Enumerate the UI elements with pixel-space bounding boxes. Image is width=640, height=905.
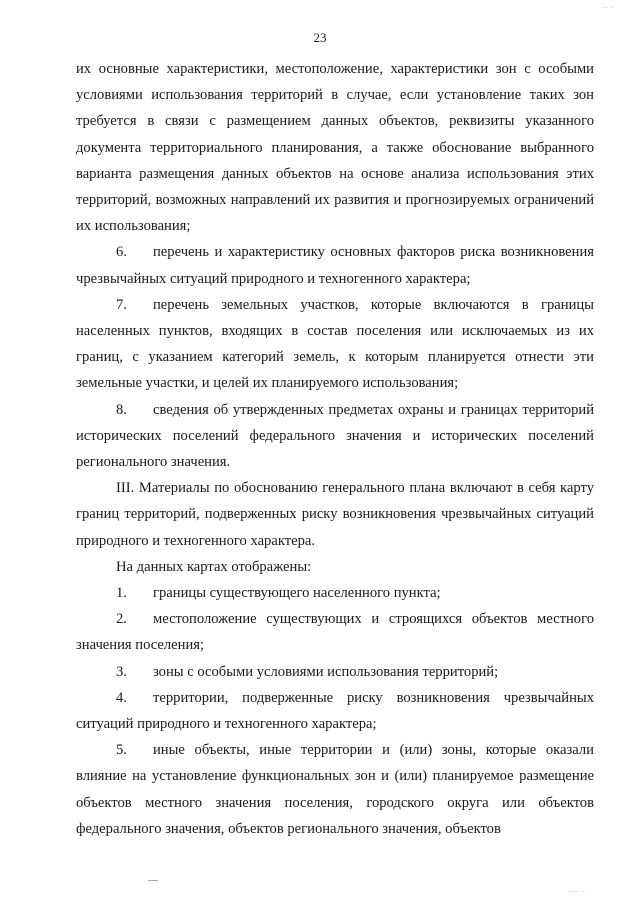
map-item-3	[76, 659, 594, 685]
list-number: 7.	[116, 296, 127, 313]
scan-mark-top: ·· ·	[602, 4, 615, 12]
list-number: 8.	[116, 401, 127, 418]
list-number: 1.	[116, 585, 127, 602]
list-item-text: перечень земельных участков, которые включаются в границы населенных пунктов, входящих в состав поселения или исключаемых из их границ, с указанием категорий земель, к которым планируется отнести эти земельные участки, и целей их планируемого использования;	[76, 296, 594, 392]
list-item-text: границы существующего населенного пункта;	[153, 585, 441, 602]
map-item-2	[76, 606, 594, 658]
list-number: 5.	[116, 742, 127, 759]
list-item-text: иные объекты, иные территории и (или) зоны, которые оказали влияние на установление функциональных зон и (или) планируемое размещение объектов местного значения поселения, городского округа или объектов федерального значения, объектов регионального значения, объектов	[76, 742, 594, 837]
list-number: 3.	[116, 663, 127, 680]
map-item-5	[76, 737, 594, 842]
list-item-text: территории, подверженные риску возникновения чрезвычайных ситуаций природного и техногенного характера;	[76, 689, 594, 733]
list-item-text: сведения об утвержденных предметах охраны и границах территорий исторических поселений федерального значения и исторических поселений регионального значения.	[76, 401, 594, 471]
list-item-6	[76, 239, 594, 291]
document-body	[76, 56, 594, 842]
list-item-7	[76, 292, 594, 397]
scan-mark-bottom-right: ··· ·	[570, 888, 587, 896]
map-item-1	[76, 580, 594, 606]
maps-intro: На данных картах отображены:	[116, 558, 312, 575]
list-number: 4.	[116, 689, 127, 706]
list-number: 2.	[116, 611, 127, 628]
list-number: 6.	[116, 244, 127, 261]
section-iii-paragraph: III. Материалы по обоснованию генерального плана включают в себя карту границ территорий, подверженных риску возникновения чрезвычайных ситуаций природного и техногенного характера.	[76, 480, 594, 549]
paragraph-continuation: их основные характеристики, местоположение, характеристики зон с особыми условиями использования территорий в случае, если установление таких зон требуется в связи с размещением данных объектов, реквизиты указанного документа территориального планирования, а также обоснование выбранного варианта размещения данных объектов на основе анализа использования этих территорий, возможных направлений их развития и прогнозируемых ограничений их использования;	[76, 61, 594, 235]
scan-mark-bottom-left	[148, 880, 158, 881]
list-item-text: местоположение существующих и строящихся объектов местного значения поселения;	[76, 611, 594, 654]
map-item-4	[76, 685, 594, 737]
list-item-text: зоны с особыми условиями использования территорий;	[153, 663, 499, 680]
list-item-text: перечень и характеристику основных факторов риска возникновения чрезвычайных ситуаций природного и техногенного характера;	[76, 244, 594, 287]
list-item-8	[76, 397, 594, 476]
page-number: 23	[313, 30, 327, 45]
